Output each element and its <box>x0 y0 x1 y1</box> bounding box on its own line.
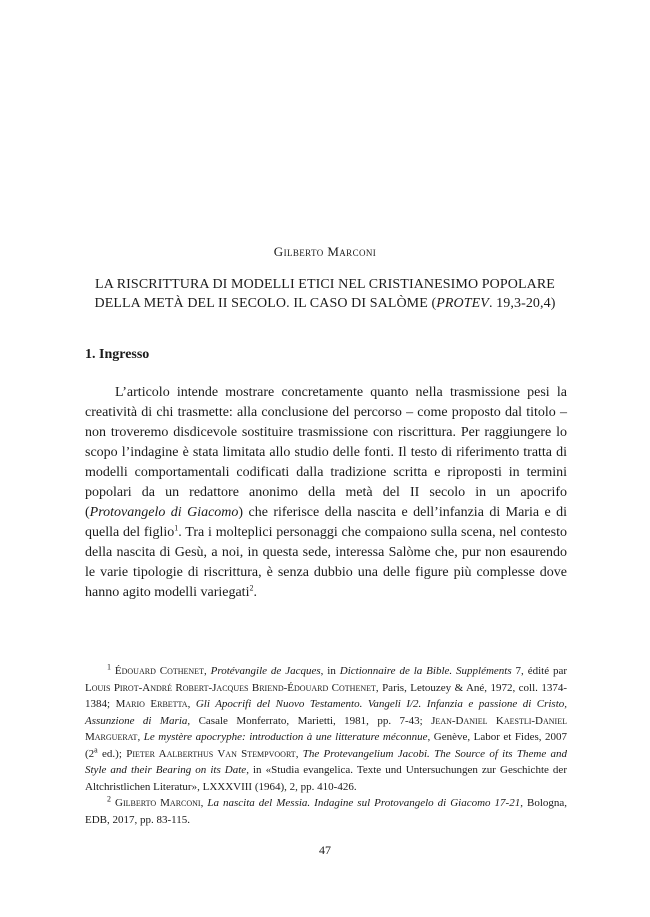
page-number: 47 <box>319 843 331 857</box>
title-line-2-rest: . 19,3-20,4) <box>488 296 556 311</box>
footnote-1-author-3: Mario Erbetta <box>115 698 188 710</box>
author-name: Gilberto Marconi <box>273 244 377 259</box>
footnote-2-work-1: La nascita del Messia. Indagine sul Protovangelo di Giacomo 17-21 <box>207 797 521 809</box>
body-text-part-2: ) che riferisce della nascita e dell’infanzia di Maria e di quella del figlio <box>85 505 567 540</box>
footnote-1-text-8: , Genève, Labor et Fides, 2007 (2 <box>85 731 568 760</box>
article-title <box>70 275 580 313</box>
title-line-2 <box>70 294 580 313</box>
footnote-1-number: 1 <box>107 662 111 672</box>
title-line-2-italic: PROTEV <box>436 296 489 311</box>
footnote-ref-2[interactable]: 2 <box>249 583 254 593</box>
footnote-1-text-6: , Casale Monferrato, Marietti, 1981, pp. 7-43; <box>187 714 432 727</box>
footnote-1-edition-sup: a <box>94 744 98 754</box>
footnote-1-work-3: Gli Apocrifi del Nuovo Testamento. Vangeli I/2. Infanzia e passione di Cristo, Assunzione di Maria <box>85 698 568 727</box>
footnote-1-author-2: Louis Pirot-André Robert-Jacques Briend-Édouard Cothenet <box>85 681 376 694</box>
footnote-1-text-4: , Paris, Letouzey & Ané, 1972, coll. 1374-1384; <box>85 681 567 710</box>
footnote-1-text-2: , in <box>320 665 340 677</box>
body-text-italic-title: Protovangelo di Giacomo <box>89 505 239 520</box>
body-text-part-3: . Tra i molteplici personaggi che compaiono sulla scena, nel contesto della nascita di Gesù, a noi, in questa sede, interessa Salòme che, pur non esaurendo le varie tipologie di riscrittura, è senza dubbio una delle figure più complesse dove hanno agito modelli variegati <box>85 525 567 600</box>
title-line-2-main: DELLA METÀ DEL II SECOLO. IL CASO DI SALÒME ( <box>94 296 437 311</box>
footnote-1-work-1: Protévangile de Jacques <box>210 665 321 677</box>
footnote-2 <box>85 795 567 828</box>
section-heading: 1. Ingresso <box>85 347 150 362</box>
body-paragraph <box>85 383 567 603</box>
footnote-1-author-4: Jean-Daniel Kaestli-Daniel Marguerat <box>85 714 567 743</box>
footnote-1-author-5: Pieter Aalberthus Van Stempvoort <box>126 747 296 760</box>
footnote-1-author-1: Édouard Cothenet <box>114 665 204 677</box>
body-text-end: . <box>253 585 257 600</box>
footnote-1-text-11: , in «Studia evangelica. Texte und Untersuchungen zur Geschichte der Altchristlichen Literatur», LXXXVIII (1964), 2, pp. 410-426. <box>85 764 567 793</box>
footnotes <box>85 663 567 828</box>
footnote-1-work-5: The Protevangelium Jacobi. The Source of its Theme and Style and their Bearing on its Date <box>85 747 568 776</box>
footnote-ref-1[interactable]: 1 <box>174 523 179 533</box>
footnote-2-author-1: Gilberto Marconi <box>115 797 201 809</box>
footnote-1-text-5: , <box>187 698 196 710</box>
footnote-2-text-1: , <box>200 797 208 809</box>
footnote-1-text-7: , <box>137 731 144 743</box>
body-text-part-1: L’articolo intende mostrare concretamente quanto nella trasmissione pesi la creatività di chi trasmette: alla conclusione del percorso – come proposto dal titolo – non troveremo disdicevole sostituire trasmissione con riscrittura. Per raggiungere lo scopo l’indagine è stata limitata allo studio delle fonti. Il testo di riferimento tratta di modelli comportamentali codificati dalla tradizione scritta e riproposti in termini popolari da un redattore anonimo della metà del II secolo in un apocrifo ( <box>85 385 567 520</box>
footnote-1-text-9: ed.); <box>97 747 127 760</box>
footnote-1 <box>85 663 567 795</box>
title-line-1: LA RISCRITTURA DI MODELLI ETICI NEL CRISTIANESIMO POPOLARE <box>95 277 555 292</box>
footnote-1-text-1: , <box>203 665 211 677</box>
footnote-2-text-2: , Bologna, EDB, 2017, pp. 83-115. <box>85 797 568 826</box>
footnote-1-work-2: Dictionnaire de la Bible. Suppléments <box>339 665 512 677</box>
footnote-1-text-10: , <box>295 747 303 760</box>
footnote-1-text-3: 7, édité par <box>511 665 568 677</box>
footnote-2-number: 2 <box>107 794 111 804</box>
footnote-1-work-4: Le mystère apocryphe: introduction à une litterature méconnue <box>143 731 428 743</box>
